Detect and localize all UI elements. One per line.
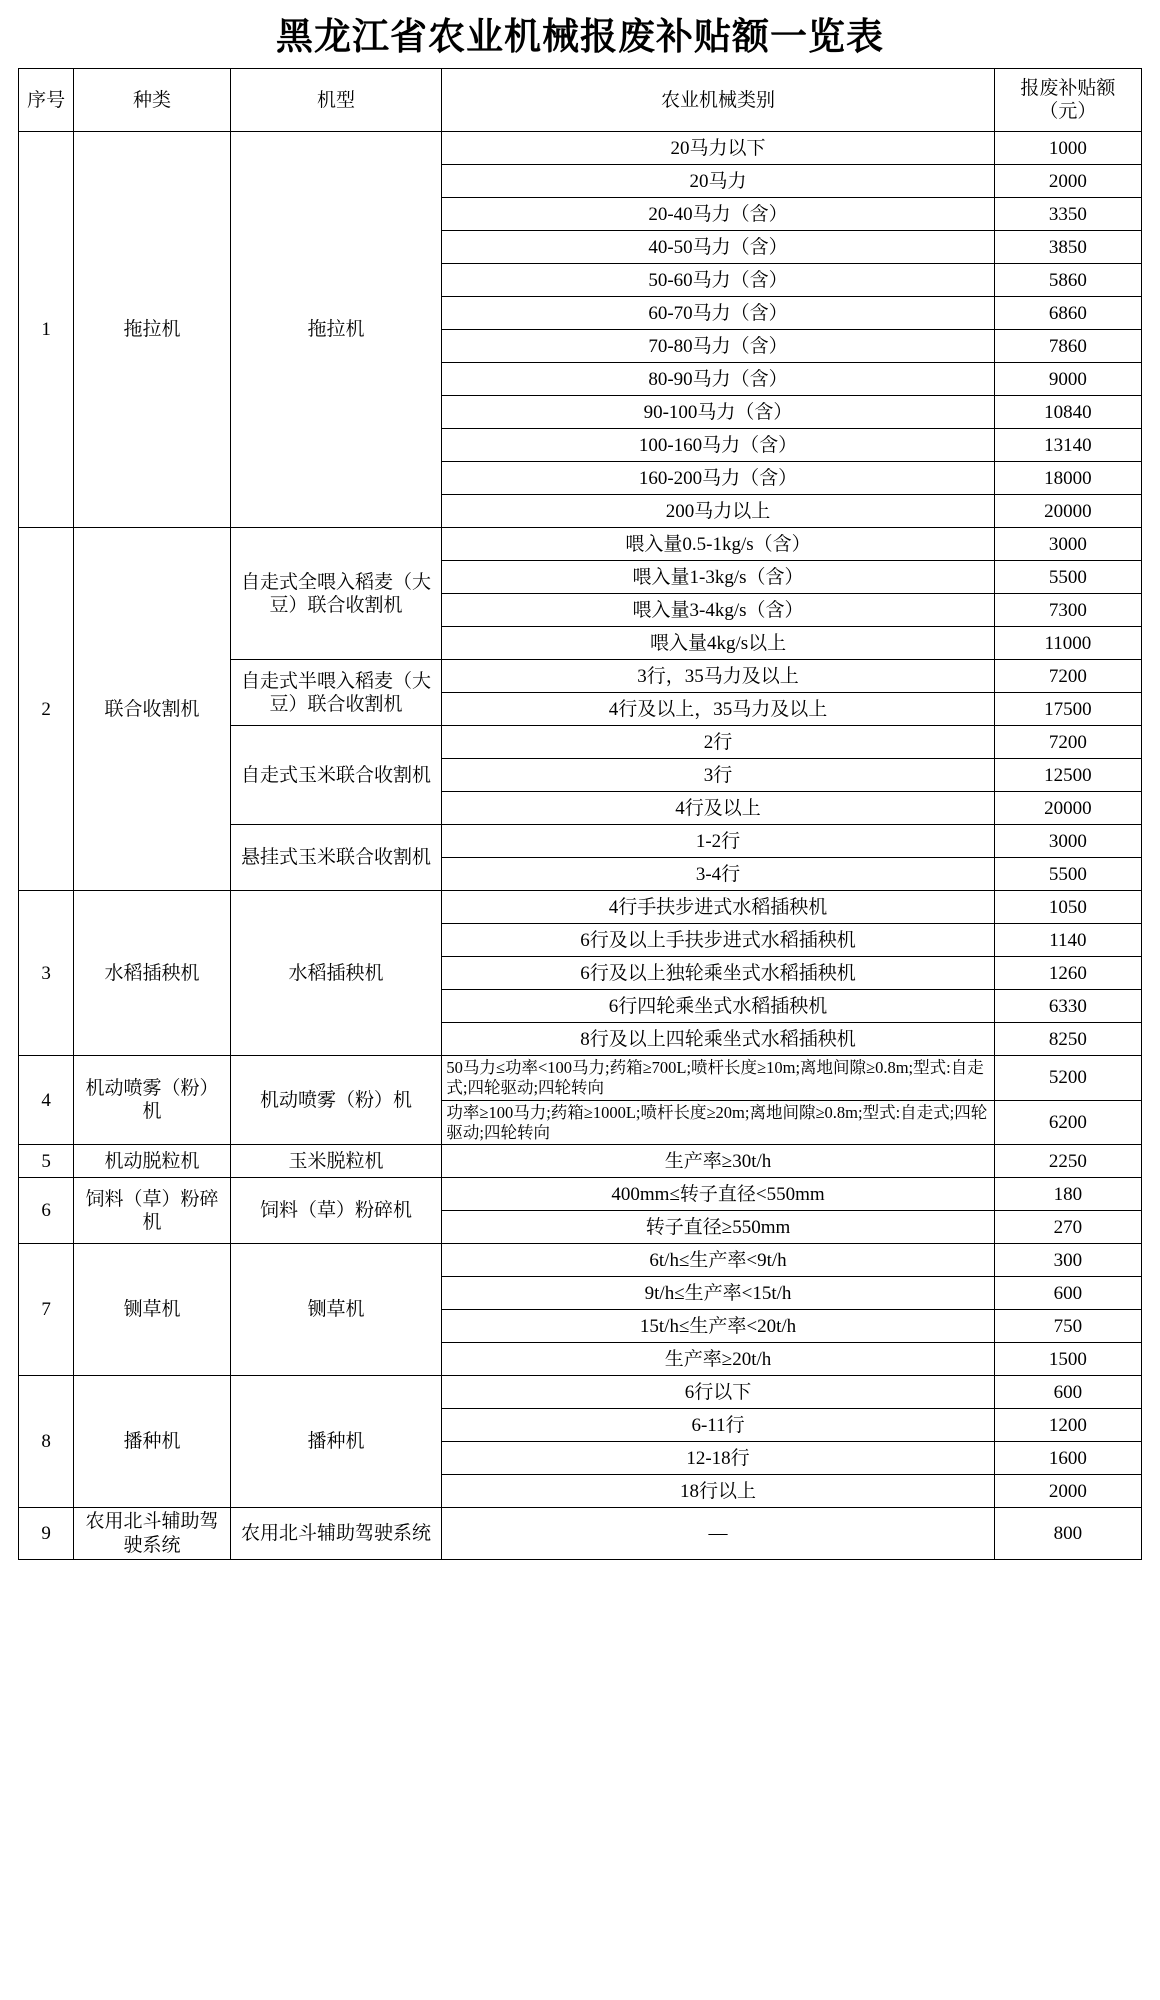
header-cell-model: 机型 [230, 69, 442, 132]
cell-category: 生产率≥30t/h [442, 1145, 994, 1178]
cell-subsidy-amount: 3850 [994, 231, 1141, 264]
cell-kind: 拖拉机 [74, 132, 230, 528]
cell-subsidy-amount: 20000 [994, 792, 1141, 825]
cell-subsidy-amount: 600 [994, 1376, 1141, 1409]
page-title: 黑龙江省农业机械报废补贴额一览表 [276, 16, 884, 57]
cell-subsidy-amount: 11000 [994, 627, 1141, 660]
cell-model: 机动喷雾（粉）机 [230, 1056, 442, 1145]
cell-subsidy-amount: 300 [994, 1244, 1141, 1277]
cell-category: 100-160马力（含） [442, 429, 994, 462]
cell-category: 20马力以下 [442, 132, 994, 165]
cell-category: 20马力 [442, 165, 994, 198]
table-row [19, 1056, 1142, 1101]
cell-model: 水稻插秧机 [230, 891, 442, 1056]
cell-subsidy-amount: 7300 [994, 594, 1141, 627]
cell-category: 6-11行 [442, 1409, 994, 1442]
cell-model: 悬挂式玉米联合收割机 [230, 825, 442, 891]
cell-model: 拖拉机 [230, 132, 442, 528]
cell-category: 20-40马力（含） [442, 198, 994, 231]
header-cell-no: 序号 [19, 69, 74, 132]
cell-subsidy-amount: 8250 [994, 1023, 1141, 1056]
header-cell-kind: 种类 [74, 69, 230, 132]
subsidy-table [18, 68, 1142, 1560]
cell-category: 6行以下 [442, 1376, 994, 1409]
cell-kind: 水稻插秧机 [74, 891, 230, 1056]
cell-subsidy-amount: 12500 [994, 759, 1141, 792]
cell-subsidy-amount: 6330 [994, 990, 1141, 1023]
table-row [19, 891, 1142, 924]
cell-subsidy-amount: 6200 [994, 1100, 1141, 1145]
cell-model: 玉米脱粒机 [230, 1145, 442, 1178]
cell-subsidy-amount: 2000 [994, 1475, 1141, 1508]
cell-category: 200马力以上 [442, 495, 994, 528]
cell-category: 喂入量3-4kg/s（含） [442, 594, 994, 627]
cell-model: 农用北斗辅助驾驶系统 [230, 1508, 442, 1559]
cell-category: 12-18行 [442, 1442, 994, 1475]
cell-subsidy-amount: 5500 [994, 858, 1141, 891]
table-header [19, 69, 1142, 132]
cell-category: 6t/h≤生产率<9t/h [442, 1244, 994, 1277]
cell-category: 2行 [442, 726, 994, 759]
cell-subsidy-amount: 2250 [994, 1145, 1141, 1178]
cell-subsidy-amount: 270 [994, 1211, 1141, 1244]
cell-subsidy-amount: 13140 [994, 429, 1141, 462]
cell-category: 喂入量0.5-1kg/s（含） [442, 528, 994, 561]
cell-serial-number: 8 [19, 1376, 74, 1508]
cell-category: 4行及以上，35马力及以上 [442, 693, 994, 726]
cell-category: 8行及以上四轮乘坐式水稻插秧机 [442, 1023, 994, 1056]
cell-kind: 播种机 [74, 1376, 230, 1508]
cell-subsidy-amount: 3000 [994, 528, 1141, 561]
cell-category: 160-200马力（含） [442, 462, 994, 495]
cell-subsidy-amount: 1000 [994, 132, 1141, 165]
cell-serial-number: 2 [19, 528, 74, 891]
cell-category: 400mm≤转子直径<550mm [442, 1178, 994, 1211]
cell-subsidy-amount: 1140 [994, 924, 1141, 957]
cell-model: 自走式全喂入稻麦（大豆）联合收割机 [230, 528, 442, 660]
cell-category: 15t/h≤生产率<20t/h [442, 1310, 994, 1343]
cell-kind: 联合收割机 [74, 528, 230, 891]
table-row [19, 1508, 1142, 1559]
cell-category: 4行手扶步进式水稻插秧机 [442, 891, 994, 924]
table-row [19, 1376, 1142, 1409]
cell-category: 40-50马力（含） [442, 231, 994, 264]
cell-subsidy-amount: 2000 [994, 165, 1141, 198]
cell-subsidy-amount: 7200 [994, 660, 1141, 693]
table-row [19, 1178, 1142, 1211]
cell-serial-number: 5 [19, 1145, 74, 1178]
cell-model: 播种机 [230, 1376, 442, 1508]
cell-subsidy-amount: 600 [994, 1277, 1141, 1310]
table-row [19, 1145, 1142, 1178]
table-row [19, 1244, 1142, 1277]
cell-category: 90-100马力（含） [442, 396, 994, 429]
cell-serial-number: 3 [19, 891, 74, 1056]
cell-category: 生产率≥20t/h [442, 1343, 994, 1376]
cell-subsidy-amount: 17500 [994, 693, 1141, 726]
cell-subsidy-amount: 3350 [994, 198, 1141, 231]
cell-subsidy-amount: 20000 [994, 495, 1141, 528]
cell-model: 自走式半喂入稻麦（大豆）联合收割机 [230, 660, 442, 726]
cell-serial-number: 4 [19, 1056, 74, 1145]
cell-category: 3-4行 [442, 858, 994, 891]
cell-model: 铡草机 [230, 1244, 442, 1376]
cell-subsidy-amount: 18000 [994, 462, 1141, 495]
cell-subsidy-amount: 5860 [994, 264, 1141, 297]
cell-subsidy-amount: 3000 [994, 825, 1141, 858]
cell-category: 70-80马力（含） [442, 330, 994, 363]
cell-kind: 机动脱粒机 [74, 1145, 230, 1178]
cell-category: 60-70马力（含） [442, 297, 994, 330]
cell-category: 50马力≤功率<100马力;药箱≥700L;喷杆长度≥10m;离地间隙≥0.8m;型式:自走式;四轮驱动;四轮转向 [442, 1056, 994, 1101]
header-cell-amount: 报废补贴额（元） [994, 69, 1141, 132]
cell-subsidy-amount: 1050 [994, 891, 1141, 924]
cell-category: 18行以上 [442, 1475, 994, 1508]
cell-subsidy-amount: 5200 [994, 1056, 1141, 1101]
cell-category: 功率≥100马力;药箱≥1000L;喷杆长度≥20m;离地间隙≥0.8m;型式:自走式;四轮驱动;四轮转向 [442, 1100, 994, 1145]
cell-subsidy-amount: 7860 [994, 330, 1141, 363]
cell-subsidy-amount: 9000 [994, 363, 1141, 396]
cell-category: 1-2行 [442, 825, 994, 858]
cell-subsidy-amount: 1260 [994, 957, 1141, 990]
cell-subsidy-amount: 1200 [994, 1409, 1141, 1442]
cell-category: 50-60马力（含） [442, 264, 994, 297]
cell-model: 饲料（草）粉碎机 [230, 1178, 442, 1244]
cell-category: 9t/h≤生产率<15t/h [442, 1277, 994, 1310]
table-row [19, 528, 1142, 561]
cell-serial-number: 9 [19, 1508, 74, 1559]
cell-category: — [442, 1508, 994, 1559]
cell-subsidy-amount: 1600 [994, 1442, 1141, 1475]
cell-category: 4行及以上 [442, 792, 994, 825]
cell-serial-number: 7 [19, 1244, 74, 1376]
table-row [19, 132, 1142, 165]
cell-subsidy-amount: 10840 [994, 396, 1141, 429]
cell-category: 6行及以上独轮乘坐式水稻插秧机 [442, 957, 994, 990]
cell-category: 6行及以上手扶步进式水稻插秧机 [442, 924, 994, 957]
cell-category: 3行 [442, 759, 994, 792]
cell-model: 自走式玉米联合收割机 [230, 726, 442, 825]
cell-kind: 饲料（草）粉碎机 [74, 1178, 230, 1244]
cell-kind: 农用北斗辅助驾驶系统 [74, 1508, 230, 1559]
cell-category: 3行，35马力及以上 [442, 660, 994, 693]
cell-subsidy-amount: 7200 [994, 726, 1141, 759]
table-body [19, 132, 1142, 1560]
cell-category: 喂入量1-3kg/s（含） [442, 561, 994, 594]
cell-category: 转子直径≥550mm [442, 1211, 994, 1244]
cell-subsidy-amount: 6860 [994, 297, 1141, 330]
cell-category: 喂入量4kg/s以上 [442, 627, 994, 660]
header-cell-category: 农业机械类别 [442, 69, 994, 132]
cell-subsidy-amount: 800 [994, 1508, 1141, 1559]
header-row [19, 69, 1142, 132]
cell-kind: 铡草机 [74, 1244, 230, 1376]
cell-subsidy-amount: 180 [994, 1178, 1141, 1211]
cell-kind: 机动喷雾（粉）机 [74, 1056, 230, 1145]
cell-category: 6行四轮乘坐式水稻插秧机 [442, 990, 994, 1023]
cell-serial-number: 6 [19, 1178, 74, 1244]
cell-category: 80-90马力（含） [442, 363, 994, 396]
cell-subsidy-amount: 1500 [994, 1343, 1141, 1376]
cell-serial-number: 1 [19, 132, 74, 528]
cell-subsidy-amount: 750 [994, 1310, 1141, 1343]
cell-subsidy-amount: 5500 [994, 561, 1141, 594]
